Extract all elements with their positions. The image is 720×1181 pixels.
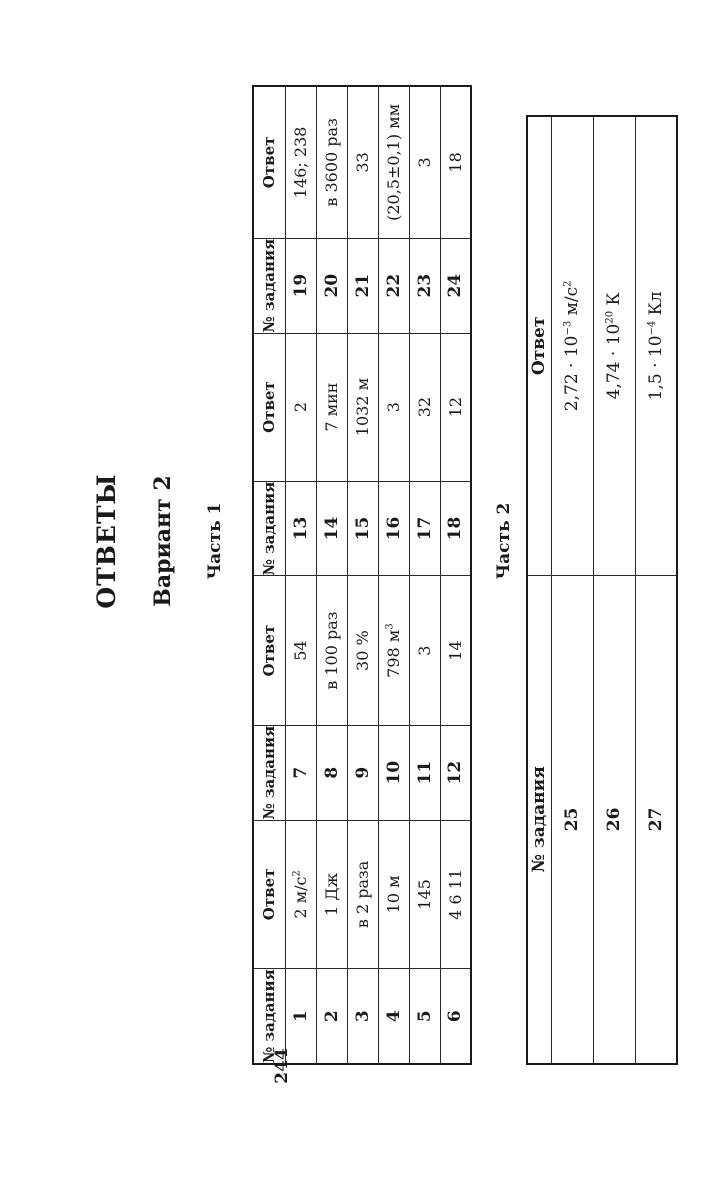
task-number-cell [316, 969, 347, 1064]
header-answer-text: Ответ [260, 624, 279, 677]
answer-cell-text: в 2 раза [353, 860, 372, 929]
task-number-cell-text: 26 [604, 807, 624, 832]
task-number-cell [593, 575, 635, 1064]
part1-answers-table [252, 85, 472, 1065]
answer-cell-text: 10 м [384, 875, 403, 914]
task-number-cell-text: 7 [290, 766, 311, 779]
task-number-cell-text: 9 [352, 766, 373, 779]
header-answer-text: Ответ [529, 316, 550, 376]
answer-cell [285, 86, 316, 238]
task-number-cell [285, 238, 316, 333]
header-answer [527, 116, 551, 575]
task-number-cell-text: 12 [445, 760, 466, 785]
task-number-cell-text: 10 [383, 760, 404, 785]
table-header-row [253, 86, 285, 1064]
answer-cell [316, 86, 347, 238]
table-row [635, 116, 677, 1064]
header-answer-text: Ответ [260, 136, 279, 189]
task-number-cell [347, 969, 378, 1064]
task-number-cell-text: 14 [321, 516, 342, 541]
task-number-cell [409, 725, 440, 820]
task-number-cell-text: 25 [562, 807, 582, 832]
answer-cell-text: 2 [291, 402, 310, 413]
answer-cell-text: 4 6 11 [445, 868, 465, 920]
header-answer [253, 333, 285, 481]
table-row [347, 86, 378, 1064]
answer-cell [378, 820, 409, 969]
header-task-number [253, 969, 285, 1064]
answer-cell [316, 820, 347, 969]
header-task-number [253, 238, 285, 333]
task-number-cell [285, 969, 316, 1064]
answer-cell-text: 30 % [353, 630, 372, 671]
header-answer [253, 820, 285, 969]
answer-cell-text: 32 [415, 396, 434, 418]
answer-cell-text: 798 м [384, 629, 403, 678]
task-number-cell-text: 1 [290, 1010, 311, 1023]
answer-cell [409, 820, 440, 969]
page-number: 244 [272, 1048, 292, 1084]
answer-exponent: −3 [562, 320, 574, 336]
answer-cell-text: 54 [291, 640, 310, 661]
answer-cell [285, 820, 316, 969]
task-number-cell [285, 725, 316, 820]
answer-cell-text: 33 [353, 152, 372, 173]
task-number-cell-text: 18 [445, 516, 466, 541]
answer-cell-text: 2,72 · 10 [562, 335, 582, 412]
answer-cell-text: 3 [384, 402, 403, 413]
part1-heading: Часть 1 [205, 502, 225, 580]
task-number-cell [347, 481, 378, 576]
table-row [440, 86, 471, 1064]
table-row [551, 116, 593, 1064]
task-number-cell-text: 5 [414, 1010, 435, 1023]
answer-cell-text: 14 [445, 640, 465, 661]
answer-cell [440, 820, 471, 969]
answer-cell-text: 12 [445, 396, 465, 418]
answer-cell-text: в 3600 раз [322, 118, 341, 207]
header-task-number-text: № задания [260, 238, 279, 333]
task-number-cell-text: 22 [383, 273, 404, 298]
answer-cell-text: 3 [415, 157, 434, 168]
answer-cell [347, 333, 378, 481]
task-number-cell-text: 8 [321, 766, 342, 779]
answer-cell [347, 576, 378, 725]
answer-exponent: 2 [291, 870, 303, 877]
task-number-cell-text: 24 [445, 273, 466, 298]
table-row [593, 116, 635, 1064]
task-number-cell [409, 481, 440, 576]
answer-cell-text: 146; 238 [291, 126, 310, 199]
answer-unit: м/с [562, 286, 582, 321]
task-number-cell [316, 238, 347, 333]
answer-cell [285, 333, 316, 481]
answer-cell [316, 333, 347, 481]
table-header-row [527, 116, 551, 1064]
answer-cell [378, 86, 409, 238]
task-number-cell [635, 575, 677, 1064]
answer-cell [285, 576, 316, 725]
answer-cell [409, 576, 440, 725]
page-title: ОТВЕТЫ [92, 473, 121, 609]
header-answer [253, 86, 285, 238]
task-number-cell-text: 6 [445, 1010, 466, 1023]
task-number-cell-text: 4 [383, 1010, 404, 1023]
answer-exponent: −4 [646, 320, 658, 336]
header-answer-text: Ответ [260, 868, 279, 921]
table-row [409, 86, 440, 1064]
task-number-cell [347, 725, 378, 820]
answer-cell-text: 3 [415, 645, 434, 656]
answer-cell [378, 576, 409, 725]
answer-cell [593, 116, 635, 575]
answer-unit: Кл [645, 291, 666, 321]
task-number-cell-text: 16 [383, 516, 404, 541]
task-number-cell-text: 13 [290, 516, 311, 541]
header-task-number-text: № задания [260, 481, 279, 576]
header-task-number [253, 481, 285, 576]
task-number-cell [440, 481, 471, 576]
variant-heading: Вариант 2 [150, 475, 176, 607]
header-task-number [527, 575, 551, 1064]
answer-cell [409, 86, 440, 238]
answer-cell [378, 333, 409, 481]
task-number-cell [347, 238, 378, 333]
answer-cell [440, 86, 471, 238]
task-number-cell-text: 23 [414, 273, 435, 298]
answer-unit: К [604, 292, 624, 311]
task-number-cell-text: 20 [321, 273, 342, 298]
header-answer [253, 576, 285, 725]
task-number-cell [378, 481, 409, 576]
answer-cell [316, 576, 347, 725]
task-number-cell-text: 15 [352, 516, 373, 541]
task-number-cell [285, 481, 316, 576]
table-row [285, 86, 316, 1064]
task-number-cell-text: 11 [414, 760, 435, 785]
task-number-cell-text: 17 [414, 516, 435, 541]
task-number-cell [316, 481, 347, 576]
header-task-number-text: № задания [260, 725, 279, 820]
table-row [378, 86, 409, 1064]
table-row [316, 86, 347, 1064]
task-number-cell [440, 238, 471, 333]
part2-heading: Часть 2 [494, 502, 514, 580]
header-answer-text: Ответ [260, 381, 279, 433]
answer-cell [551, 116, 593, 575]
answer-cell-text: 18 [445, 152, 465, 173]
answer-cell-text: в 100 раз [322, 611, 341, 690]
unit-exponent: 2 [562, 280, 574, 287]
task-number-cell [378, 725, 409, 820]
answer-cell [347, 820, 378, 969]
header-task-number [253, 725, 285, 820]
answer-cell-text: 2 м/с [291, 876, 310, 919]
task-number-cell [440, 969, 471, 1064]
answer-cell [347, 86, 378, 238]
answer-cell [440, 333, 471, 481]
answer-cell-text: 1032 м [353, 377, 372, 437]
task-number-cell [409, 969, 440, 1064]
task-number-cell [378, 969, 409, 1064]
task-number-cell-text: 3 [352, 1010, 373, 1023]
task-number-cell-text: 21 [352, 273, 373, 298]
task-number-cell-text: 19 [290, 273, 311, 298]
answer-exponent: 20 [604, 310, 616, 324]
task-number-cell [440, 725, 471, 820]
answer-cell-text: 4,74 · 10 [604, 323, 624, 400]
part2-answers-table [526, 115, 678, 1065]
task-number-cell [378, 238, 409, 333]
answer-exponent: 3 [384, 623, 396, 630]
answer-cell-text: 145 [415, 879, 434, 910]
task-number-cell [316, 725, 347, 820]
answer-cell-text: (20,5±0,1) мм [384, 103, 403, 221]
answer-cell-text: 1 Дж [322, 872, 341, 916]
task-number-cell [409, 238, 440, 333]
header-task-number-text: № задания [260, 969, 279, 1063]
answer-cell [635, 116, 677, 575]
header-task-number-text: № задания [529, 766, 550, 873]
answer-cell-text: 1,5 · 10 [645, 335, 666, 401]
task-number-cell-text: 2 [321, 1010, 342, 1023]
answer-cell [440, 576, 471, 725]
answer-cell-text: 7 мин [322, 382, 341, 432]
task-number-cell [551, 575, 593, 1064]
task-number-cell-text: 27 [645, 807, 666, 832]
answer-cell [409, 333, 440, 481]
